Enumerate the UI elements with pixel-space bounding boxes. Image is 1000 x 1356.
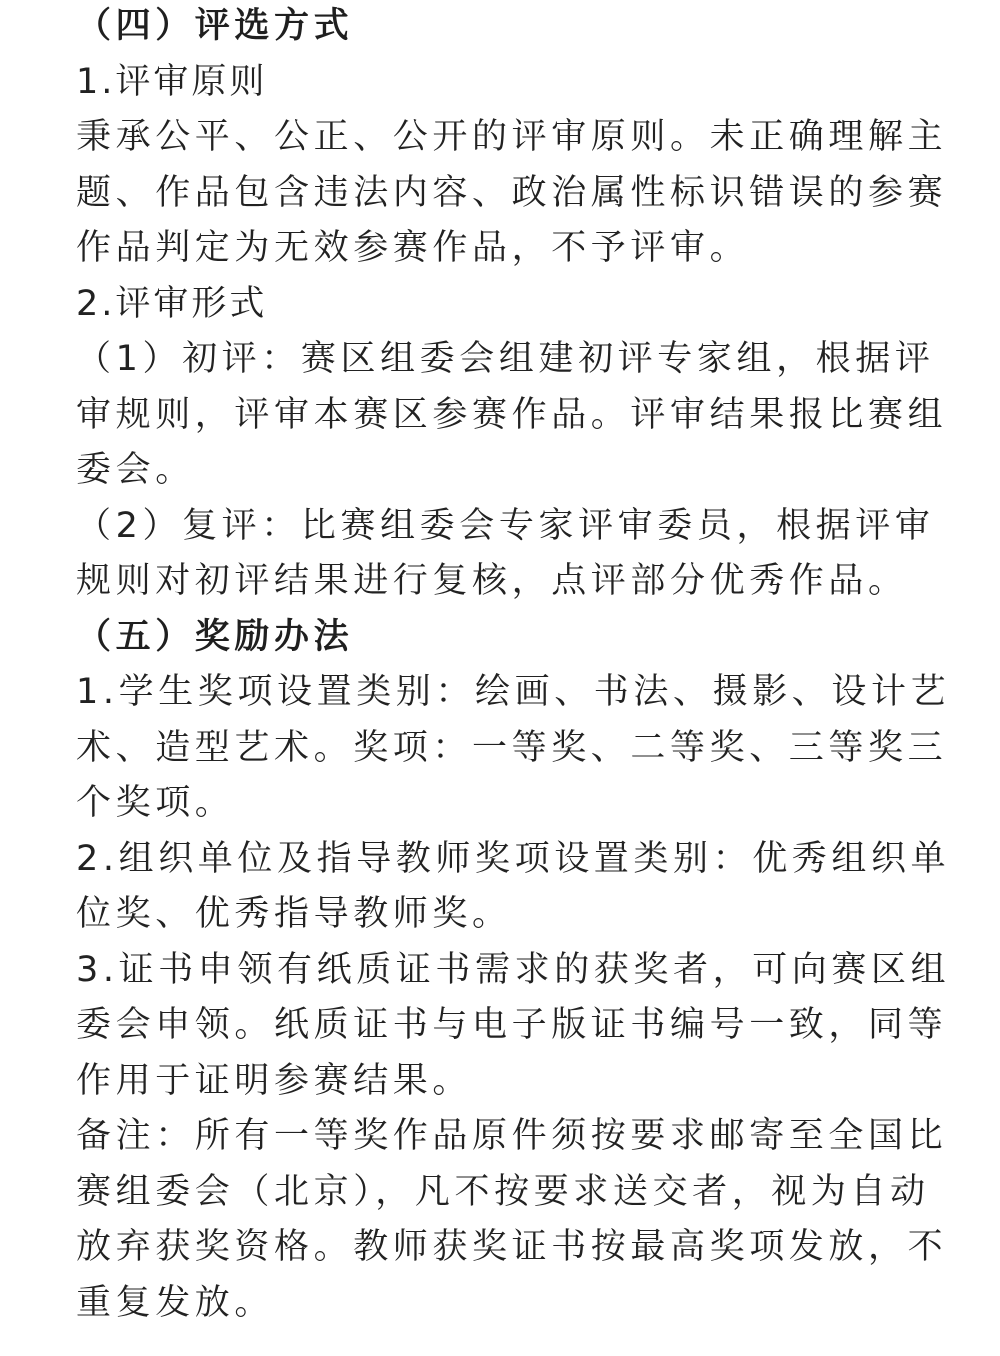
paragraph-line: 作用于证明参赛结果。 <box>76 1060 473 1101</box>
paragraph-line: （2）复评：比赛组委会专家评审委员，根据评审 <box>76 505 935 546</box>
note-line: 赛组委会（北京），凡不按要求送交者，视为自动 <box>76 1171 930 1212</box>
paragraph-line: 作品判定为无效参赛作品，不予评审。 <box>76 228 750 268</box>
note-line: 备注：所有一等奖作品原件须按要求邮寄至全国比 <box>76 1116 948 1156</box>
paragraph-line: 位奖、优秀指导教师奖。 <box>76 894 512 934</box>
subheading-review-format: 2.评审形式 <box>76 283 268 324</box>
paragraph-line: 题、作品包含违法内容、政治属性标识错误的参赛 <box>76 172 948 213</box>
paragraph-line: 委会。 <box>76 450 195 490</box>
note-line: 放弃获奖资格。教师获奖证书按最高奖项发放，不 <box>76 1227 948 1267</box>
note-line: 重复发放。 <box>76 1282 275 1323</box>
paragraph-line: 术、造型艺术。奖项：一等奖、二等奖、三等奖三 <box>76 727 948 768</box>
paragraph-line: 秉承公平、公正、公开的评审原则。未正确理解主 <box>76 117 948 157</box>
paragraph-line: 规则对初评结果进行复核，点评部分优秀作品。 <box>76 561 908 601</box>
paragraph-line: 委会申领。纸质证书与电子版证书编号一致，同等 <box>76 1005 948 1045</box>
paragraph-line: 审规则，评审本赛区参赛作品。评审结果报比赛组 <box>76 394 948 435</box>
paragraph-line: （1）初评：赛区组委会组建初评专家组，根据评 <box>76 339 935 379</box>
section-heading-selection-method: （四）评选方式 <box>76 6 354 46</box>
section-heading-awards: （五）奖励办法 <box>76 616 354 657</box>
subheading-review-principle: 1.评审原则 <box>76 61 268 102</box>
paragraph-line: 3.证书申领有纸质证书需求的获奖者，可向赛区组 <box>76 949 951 990</box>
paragraph-line: 2.组织单位及指导教师奖项设置类别：优秀组织单 <box>76 838 951 879</box>
paragraph-line: 1.学生奖项设置类别：绘画、书法、摄影、设计艺 <box>76 672 951 712</box>
paragraph-line: 个奖项。 <box>76 783 235 823</box>
